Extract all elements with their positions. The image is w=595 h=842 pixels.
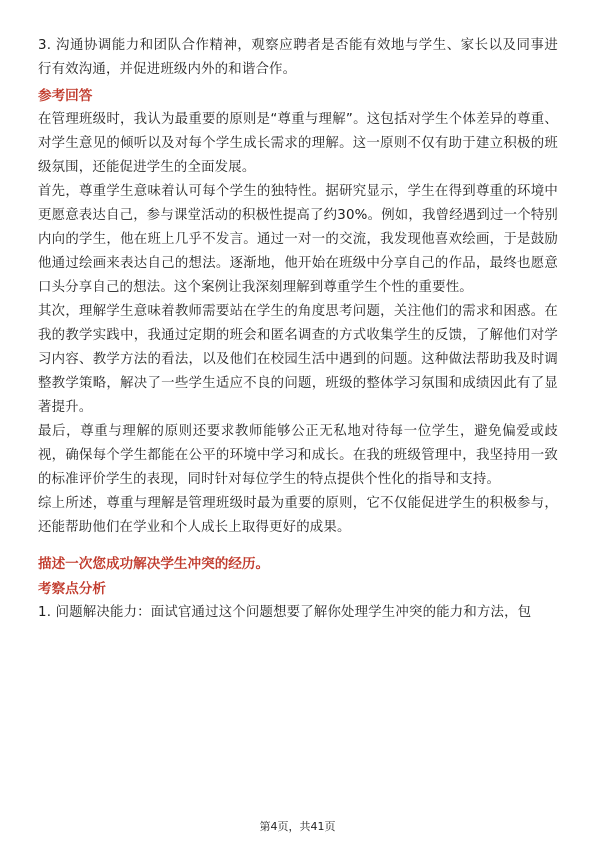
answer-paragraph-4: 最后，尊重与理解的原则还要求教师能够公正无私地对待每一位学生，避免偏爱或歧视，确保每个学生都能在公平的环境中学习和成长。在我的班级管理中，我坚持用一致的标准评价学生的表现，同时针对每位学生的特点提供个性化的指导和支持。 — [38, 424, 558, 487]
question-heading: 描述一次您成功解决学生冲突的经历。 — [38, 556, 270, 572]
intro-point: 3. 沟通协调能力和团队合作精神，观察应聘者是否能有效地与学生、家长以及同事进行有效沟通，并促进班级内外的和谐合作。 — [38, 38, 558, 77]
analysis-point: 1. 问题解决能力：面试官通过这个问题想要了解你处理学生冲突的能力和方法，包 — [38, 605, 532, 620]
answer-paragraph-3: 其次，理解学生意味着教师需要站在学生的角度思考问题，关注他们的需求和困惑。在我的教学实践中，我通过定期的班会和匿名调查的方式收集学生的反馈，了解他们对学习内容、教学方法的看法，以及他们在校园生活中遇到的问题。这种做法帮助我及时调整教学策略，解决了一些学生适应不良的问题，班级的整体学习氛围和成绩因此有了显著提升。 — [38, 304, 558, 415]
answer-paragraph-5: 综上所述，尊重与理解是管理班级时最为重要的原则，它不仅能促进学生的积极参与，还能帮助他们在学业和个人成长上取得更好的成果。 — [38, 496, 558, 535]
document-page — [38, 34, 558, 625]
answer-paragraph-1: 在管理班级时，我认为最重要的原则是“尊重与理解”。这包括对学生个体差异的尊重、对学生意见的倾听以及对每个学生成长需求的理解。这一原则不仅有助于建立积极的班级氛围，还能促进学生的全面发展。 — [38, 112, 558, 175]
analysis-heading: 考察点分析 — [38, 581, 106, 597]
answer-heading: 参考回答 — [38, 88, 93, 104]
page-number-footer: 第4页，共41页 — [259, 820, 336, 833]
answer-paragraph-2: 首先，尊重学生意味着认可每个学生的独特性。据研究显示，学生在得到尊重的环境中更愿意表达自己，参与课堂活动的积极性提高了约30%。例如，我曾经遇到过一个特别内向的学生，他在班上几乎不发言。通过一对一的交流，我发现他喜欢绘画，于是鼓励他通过绘画来表达自己的想法。逐渐地，他开始在班级中分享自己的作品，最终也愿意口头分享自己的想法。这个案例让我深刻理解到尊重学生个性的重要性。 — [38, 184, 558, 295]
